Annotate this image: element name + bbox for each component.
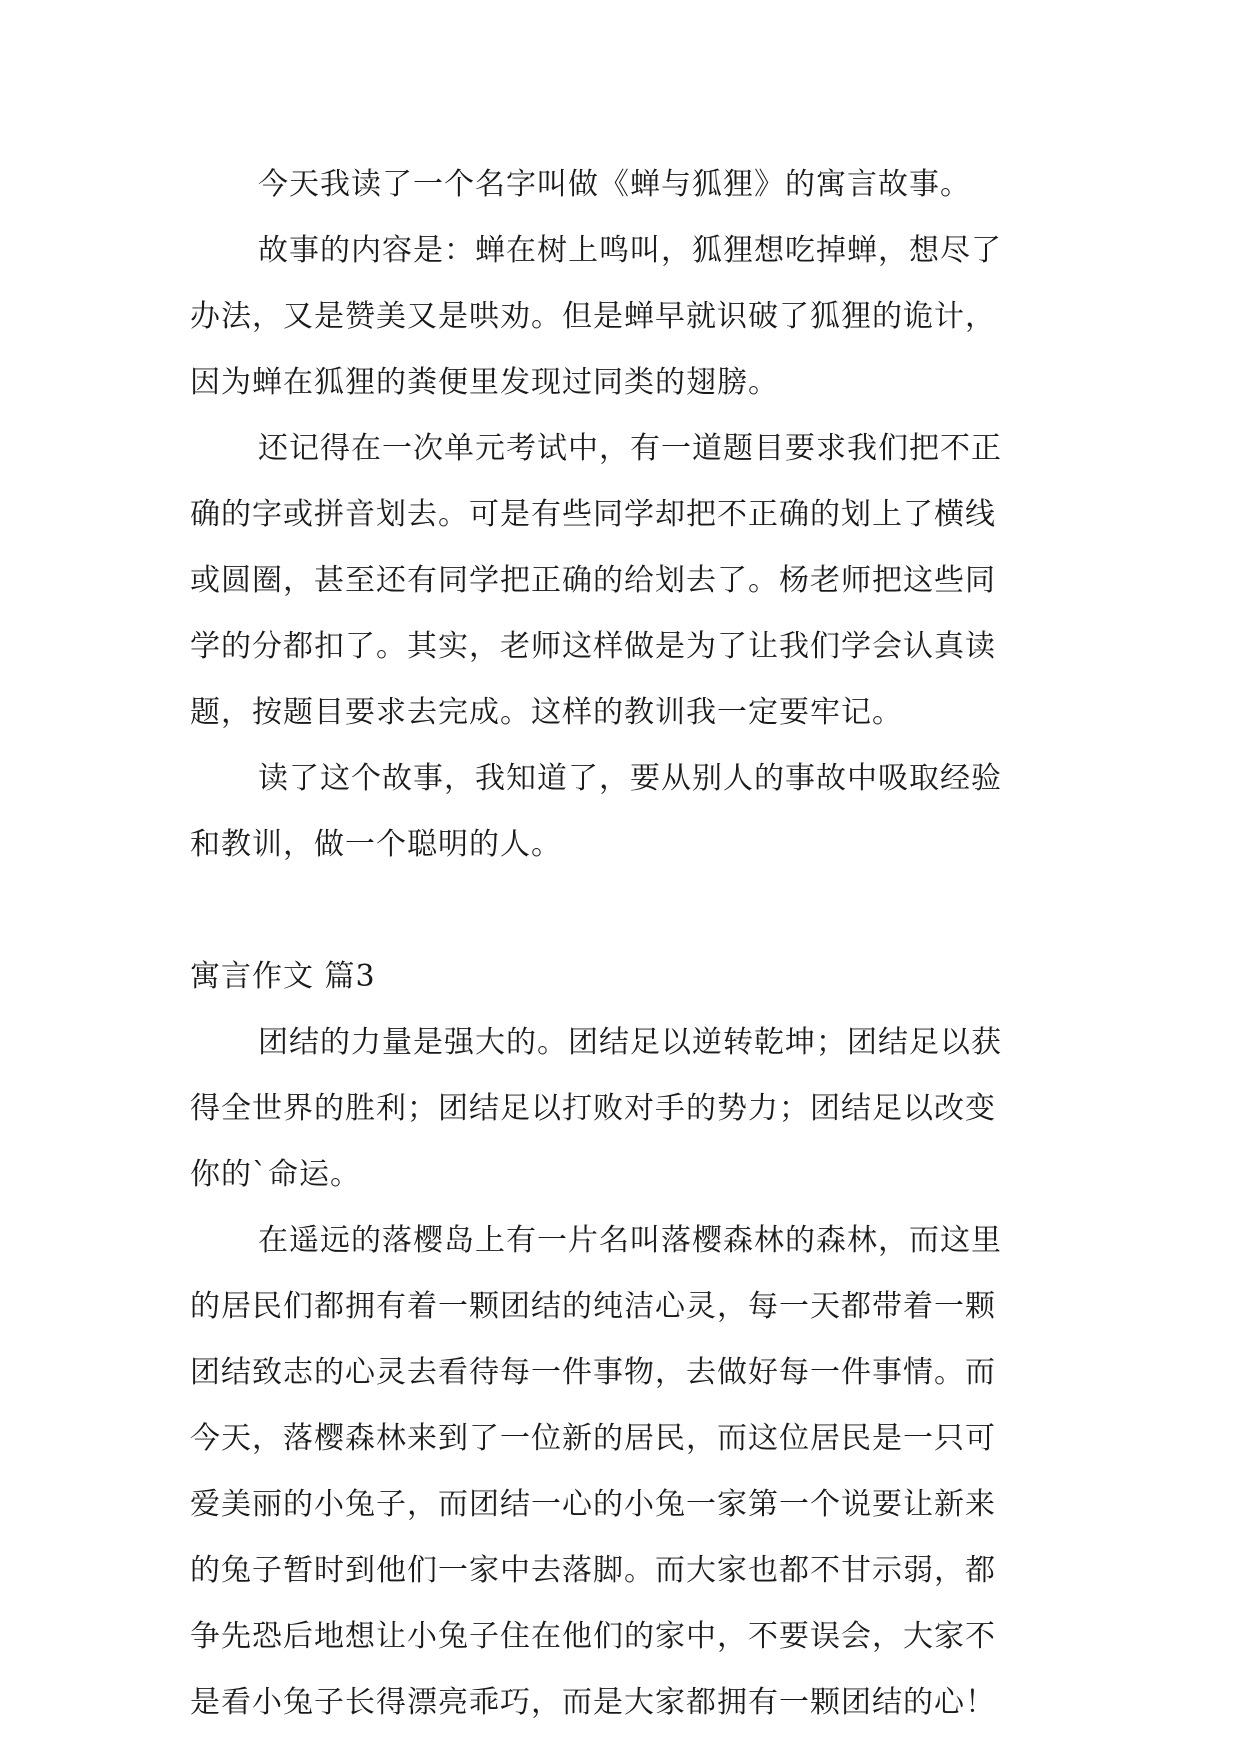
paragraph-line: 和教训，做一个聪明的人。	[190, 827, 562, 862]
section-heading: 寓言作文 篇3	[190, 959, 376, 994]
paragraph-line: 办法，又是赞美又是哄劝。但是蝉早就识破了狐狸的诡计，	[190, 299, 996, 334]
paragraph-line: 的兔子暂时到他们一家中去落脚。而大家也都不甘示弱，都	[190, 1553, 996, 1588]
paragraph-line: 故事的内容是：蝉在树上鸣叫，狐狸想吃掉蝉，想尽了	[258, 233, 1002, 268]
paragraph-line: 团结的力量是强大的。团结足以逆转乾坤；团结足以获	[258, 1025, 1002, 1060]
paragraph-line: 今天我读了一个名字叫做《蝉与狐狸》的寓言故事。	[258, 167, 971, 202]
paragraph-line: 或圆圈，甚至还有同学把正确的给划去了。杨老师把这些同	[190, 563, 996, 598]
paragraph-line: 读了这个故事，我知道了，要从别人的事故中吸取经验	[258, 761, 1002, 796]
paragraph-line: 因为蝉在狐狸的粪便里发现过同类的翅膀。	[190, 365, 779, 400]
paragraph-line: 团结致志的心灵去看待每一件事物，去做好每一件事情。而	[190, 1355, 996, 1390]
paragraph-line: 你的`命运。	[190, 1157, 361, 1192]
paragraph-line: 在遥远的落樱岛上有一片名叫落樱森林的森林，而这里	[258, 1223, 1002, 1258]
paragraph-line: 爱美丽的小兔子，而团结一心的小兔一家第一个说要让新来	[190, 1487, 996, 1522]
paragraph-line: 确的字或拼音划去。可是有些同学却把不正确的划上了横线	[190, 497, 996, 532]
paragraph-line: 学的分都扣了。其实，老师这样做是为了让我们学会认真读	[190, 629, 996, 664]
paragraph-line: 还记得在一次单元考试中，有一道题目要求我们把不正	[258, 431, 1002, 466]
paragraph-line: 题，按题目要求去完成。这样的教训我一定要牢记。	[190, 695, 903, 730]
paragraph-line: 得全世界的胜利；团结足以打败对手的势力；团结足以改变	[190, 1091, 996, 1126]
paragraph-line: 今天，落樱森林来到了一位新的居民，而这位居民是一只可	[190, 1421, 996, 1456]
paragraph-line: 的居民们都拥有着一颗团结的纯洁心灵，每一天都带着一颗	[190, 1289, 996, 1324]
paragraph-line: 是看小兔子长得漂亮乖巧，而是大家都拥有一颗团结的心！	[190, 1685, 996, 1720]
paragraph-line: 争先恐后地想让小兔子住在他们的家中，不要误会，大家不	[190, 1619, 996, 1654]
